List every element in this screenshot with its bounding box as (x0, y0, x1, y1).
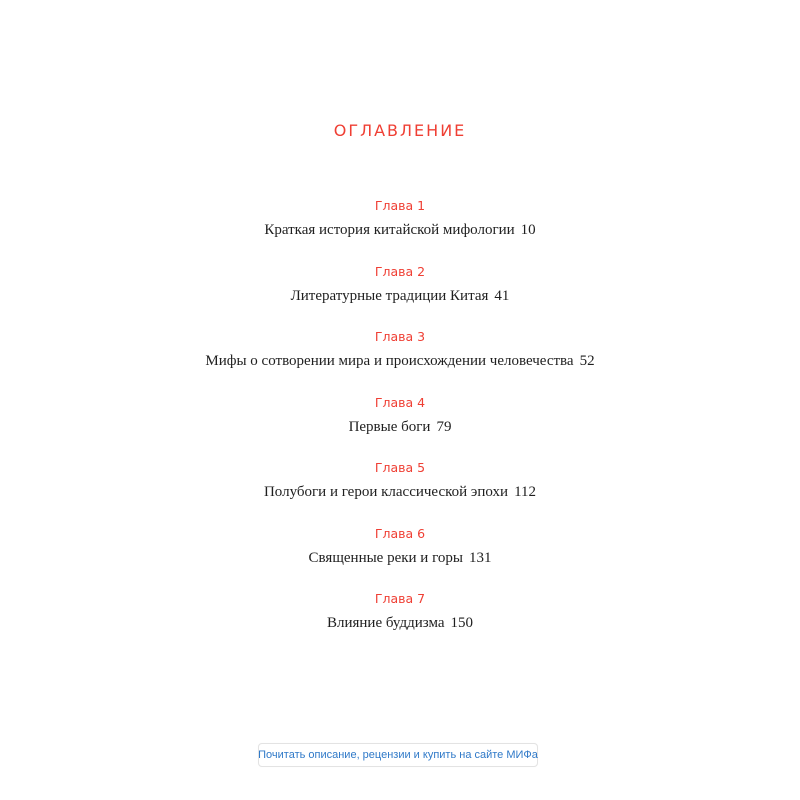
chapter-page-number: 131 (468, 549, 492, 566)
chapter-page-number: 10 (520, 222, 536, 238)
chapter-page-number: 52 (579, 353, 595, 369)
toc-entry-5 (0, 457, 800, 523)
toc-entry-3 (0, 326, 800, 392)
chapter-title: Краткая история китайской мифологии (264, 222, 515, 238)
chapter-label: Глава 1 (374, 198, 426, 213)
chapter-line (0, 283, 800, 309)
chapter-title: Священные реки и горы (308, 549, 463, 566)
buy-on-mif-link[interactable]: Почитать описание, рецензии и купить на сайте МИФа (258, 743, 538, 767)
toc-entry-6 (0, 523, 800, 589)
chapter-title: Литературные традиции Китая (290, 287, 489, 304)
chapter-line (0, 610, 800, 636)
chapter-title: Первые боги (348, 418, 431, 435)
chapter-line (0, 414, 800, 440)
chapter-page-number: 112 (514, 484, 537, 500)
chapter-line (0, 348, 800, 374)
chapter-label: Глава 7 (374, 591, 426, 606)
chapter-label: Глава 2 (374, 263, 426, 279)
toc-list (0, 195, 800, 654)
chapter-line (0, 545, 800, 571)
chapter-title: Влияние буддизма (326, 615, 445, 631)
toc-entry-1 (0, 195, 800, 261)
chapter-label: Глава 5 (374, 460, 426, 475)
chapter-page-number: 79 (436, 418, 452, 435)
chapter-line (0, 217, 800, 243)
chapter-label: Глава 4 (374, 394, 426, 410)
chapter-title: Полубоги и герои классической эпохи (263, 484, 509, 500)
toc-title: ОГЛАВЛЕНИЕ (333, 121, 467, 140)
chapter-page-number: 150 (450, 615, 474, 631)
chapter-label: Глава 3 (374, 329, 426, 344)
toc-entry-4 (0, 392, 800, 458)
toc-entry-7 (0, 588, 800, 654)
chapter-title: Мифы о сотворении мира и происхождении человечества (205, 353, 574, 369)
chapter-line (0, 479, 800, 505)
chapter-label: Глава 6 (374, 525, 426, 541)
chapter-page-number: 41 (494, 287, 510, 304)
toc-entry-2 (0, 261, 800, 327)
